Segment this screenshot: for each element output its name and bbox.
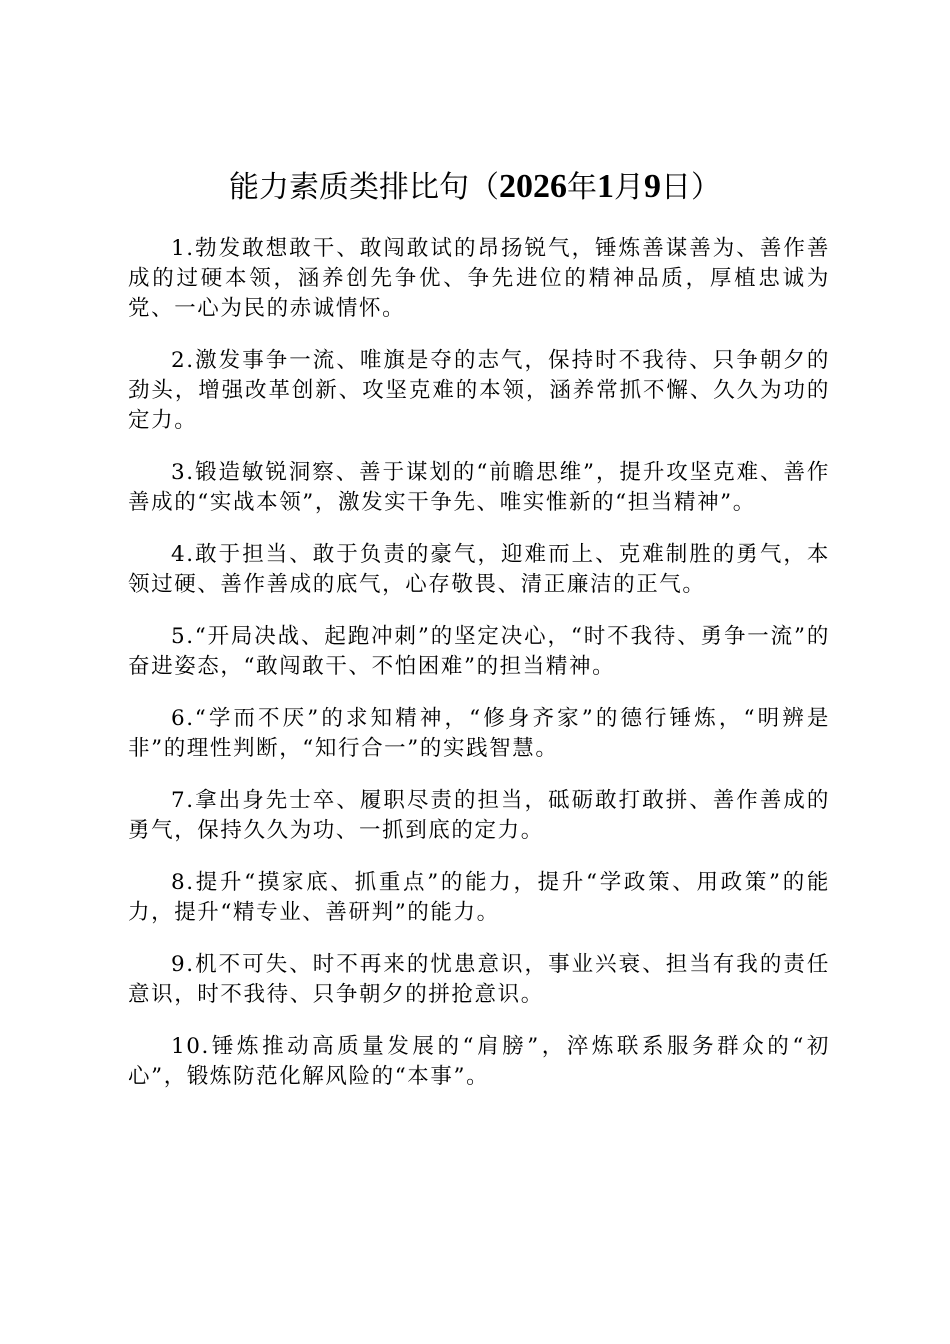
paragraph-8: 8.提升“摸家底、抓重点”的能力，提升“学政策、用政策”的能力，提升“精专业、善研判”的能力。 xyxy=(128,870,830,925)
paragraph-5: 5.“开局决战、起跑冲刺”的坚定决心，“时不我待、勇争一流”的奋进姿态，“敢闯敢干、不怕困难”的担当精神。 xyxy=(128,624,830,679)
document-body xyxy=(128,234,830,1114)
title-text-3: 月 xyxy=(614,170,644,205)
paragraph-6: 6.“学而不厌”的求知精神，“修身齐家”的德行锤炼，“明辨是非”的理性判断，“知行合一”的实践智慧。 xyxy=(128,706,830,761)
paragraph-7: 7.拿出身先士卒、履职尽责的担当，砥砺敢打敢拼、善作善成的勇气，保持久久为功、一抓到底的定力。 xyxy=(128,788,830,843)
paragraph-10: 10.锤炼推动高质量发展的“肩膀”，淬炼联系服务群众的“初心”，锻炼防范化解风险的“本事”。 xyxy=(128,1034,830,1089)
title-month: 1 xyxy=(597,168,614,205)
paragraph-9: 9.机不可失、时不再来的忧患意识，事业兴衰、担当有我的责任意识，时不我待、只争朝夕的拼抢意识。 xyxy=(128,952,830,1007)
paragraph-1: 1.勃发敢想敢干、敢闯敢试的昂扬锐气，锤炼善谋善为、善作善成的过硬本领，涵养创先争优、争先进位的精神品质，厚植忠诚为党、一心为民的赤诚情怀。 xyxy=(128,236,830,321)
paragraph-4: 4.敢于担当、敢于负责的豪气，迎难而上、克难制胜的勇气，本领过硬、善作善成的底气，心存敬畏、清正廉洁的正气。 xyxy=(128,542,830,597)
title-day: 9 xyxy=(644,168,661,205)
title-year: 2026 xyxy=(499,168,567,205)
title-text-2: 年 xyxy=(567,170,597,205)
title-text-4: 日） xyxy=(661,170,721,205)
title-text-1: 能力素质类排比句（ xyxy=(229,170,499,205)
document-title xyxy=(0,163,950,212)
paragraph-3: 3.锻造敏锐洞察、善于谋划的“前瞻思维”，提升攻坚克难、善作善成的“实战本领”，激发实干争先、唯实惟新的“担当精神”。 xyxy=(128,460,830,515)
paragraph-2: 2.激发事争一流、唯旗是夺的志气，保持时不我待、只争朝夕的劲头，增强改革创新、攻坚克难的本领，涵养常抓不懈、久久为功的定力。 xyxy=(128,348,830,433)
